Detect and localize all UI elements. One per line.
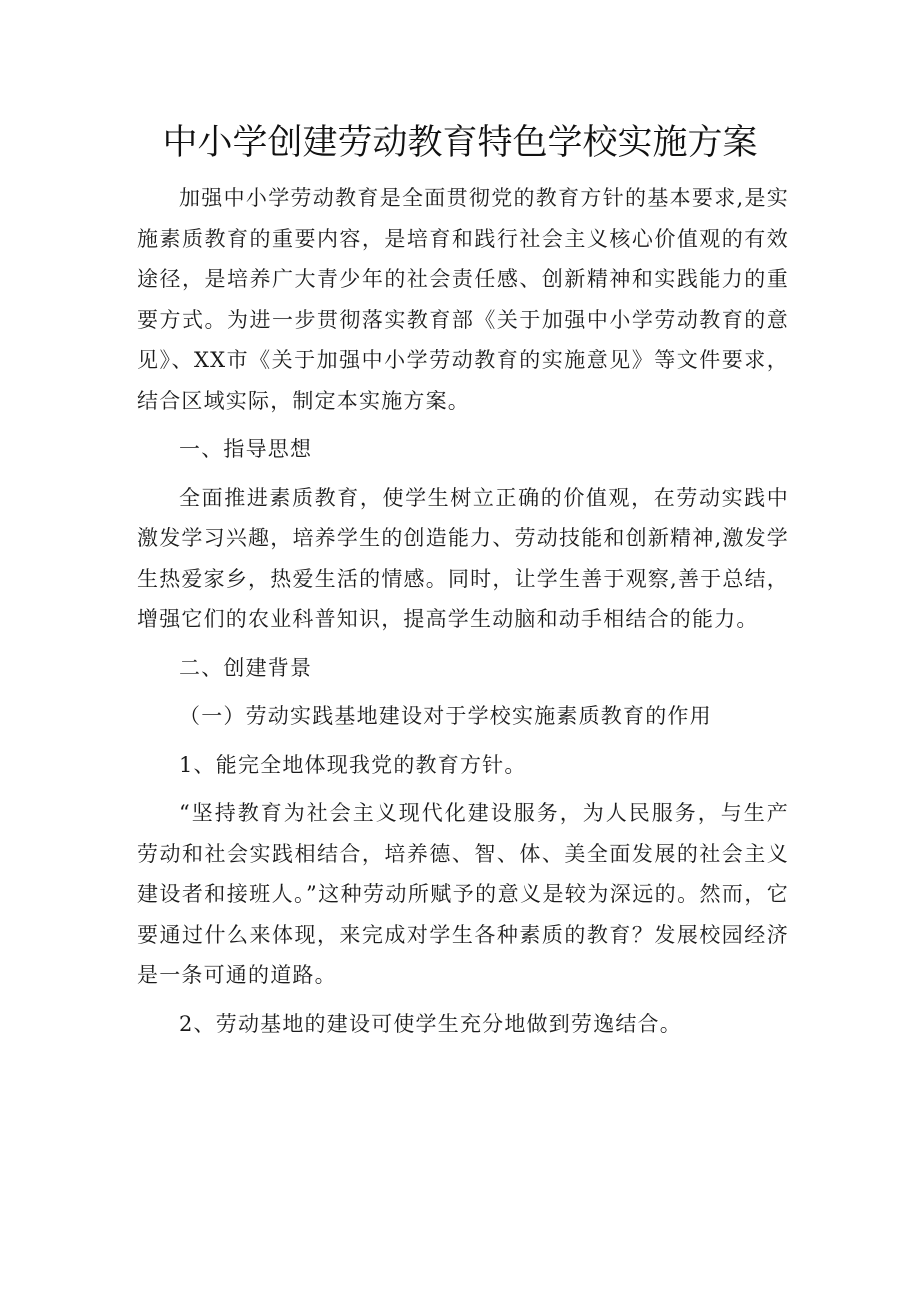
document-title: 中小学创建劳动教育特色学校实施方案: [162, 123, 758, 163]
intro-paragraph: 加强中小学劳动教育是全面贯彻党的教育方针的基本要求,是实施素质教育的重要内容，是培育和践行社会主义核心价值观的有效途径，是培养广大青少年的社会责任感、创新精神和实践能力的重要方式。为进一步贯彻落实教育部《关于加强中小学劳动教育的意见》、XX市《关于加强中小学劳动教育的实施意见》等文件要求，结合区域实际，制定本实施方案。: [137, 186, 789, 413]
section-heading-guiding-ideology: 一、指导思想: [179, 437, 313, 461]
document-body: [137, 178, 789, 1052]
subsection-heading-role: （一）劳动实践基地建设对于学校实施素质教育的作用: [179, 704, 712, 728]
list-item-1: 1、能完全地体现我党的教育方针。: [179, 752, 527, 777]
guiding-ideology-paragraph: 全面推进素质教育，使学生树立正确的价值观，在劳动实践中激发学习兴趣，培养学生的创造能力、劳动技能和创新精神,激发学生热爱家乡，热爱生活的情感。同时，让学生善于观察,善于总结，增强它们的农业科普知识，提高学生动脑和动手相结合的能力。: [137, 485, 789, 631]
section-heading-background: 二、创建背景: [179, 655, 313, 680]
list-item-2: 2、劳动基地的建设可使学生充分地做到劳逸结合。: [179, 1011, 682, 1036]
quote-paragraph: “坚持教育为社会主义现代化建设服务，为人民服务，与生产劳动和社会实践相结合，培养德、智、体、美全面发展的社会主义建设者和接班人。”这种劳动所赋予的意义是较为深远的。然而，它要通过什么来体现，来完成对学生各种素质的教育？发展校园经济是一条可通的道路。: [137, 801, 789, 987]
